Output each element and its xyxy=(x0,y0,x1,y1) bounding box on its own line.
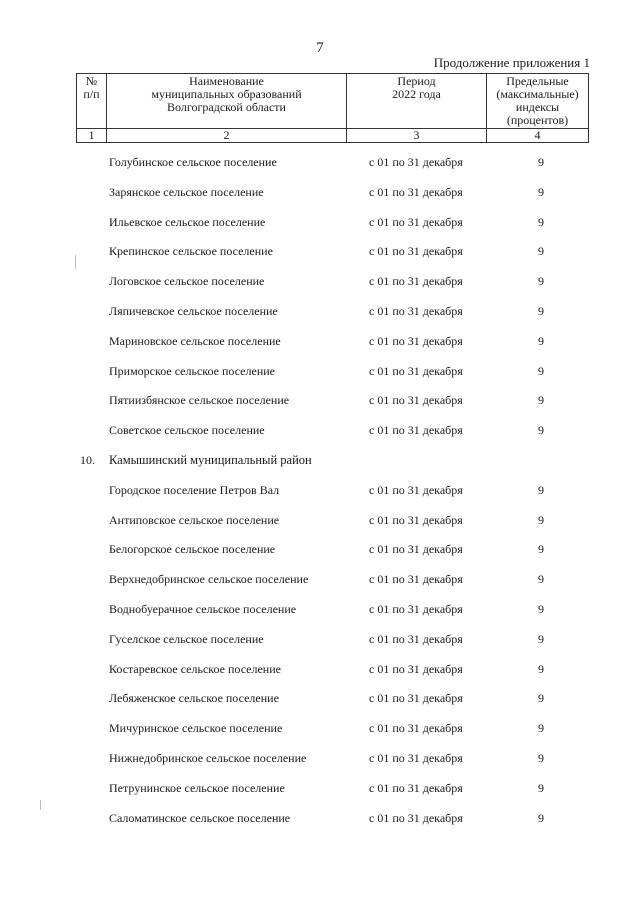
table-row xyxy=(0,626,640,656)
table-group-row xyxy=(0,447,640,477)
row-index: 9 xyxy=(538,184,544,199)
row-period: с 01 по 31 декабря xyxy=(369,721,463,736)
column-number-1: 1 xyxy=(77,129,107,143)
row-period: с 01 по 31 декабря xyxy=(369,631,463,646)
table-row xyxy=(0,775,640,805)
row-period: с 01 по 31 декабря xyxy=(369,691,463,706)
table-row xyxy=(0,715,640,745)
row-period: с 01 по 31 декабря xyxy=(369,423,463,438)
table-row xyxy=(0,745,640,775)
table-row xyxy=(0,566,640,596)
header-name xyxy=(107,74,347,129)
page-number: 7 xyxy=(316,40,324,56)
header-number xyxy=(77,74,107,129)
row-name: Нижнедобринское сельское поселение xyxy=(109,750,307,765)
header-period-text: Период 2022 года xyxy=(392,74,441,101)
column-number-row xyxy=(77,129,589,143)
row-name: Ильевское сельское поселение xyxy=(109,214,266,229)
row-period: с 01 по 31 декабря xyxy=(369,572,463,587)
header-index xyxy=(487,74,589,129)
row-name: Голубинское сельское поселение xyxy=(109,155,277,169)
row-name: Лебяженское сельское поселение xyxy=(109,691,279,706)
row-index: 9 xyxy=(538,363,544,378)
row-index: 9 xyxy=(538,810,544,825)
row-name: Костаревское сельское поселение xyxy=(109,661,281,676)
scan-mark xyxy=(40,800,41,810)
header-name-text: Наименование муниципальных образований Волгоградской области xyxy=(151,74,302,114)
row-period: с 01 по 31 декабря xyxy=(369,363,463,378)
row-name: Мичуринское сельское поселение xyxy=(109,721,283,736)
table-row xyxy=(0,358,640,388)
table-row xyxy=(0,536,640,566)
row-period: с 01 по 31 декабря xyxy=(369,512,463,527)
header-index-text: Предельные (максимальные) индексы (процентов) xyxy=(496,74,579,127)
column-number-4: 4 xyxy=(487,129,589,143)
row-name: Мариновское сельское поселение xyxy=(109,333,281,348)
row-number: 10. xyxy=(80,452,95,467)
row-name: Верхнедобринское сельское поселение xyxy=(109,572,309,587)
row-name: Ляпичевское сельское поселение xyxy=(109,303,278,318)
table-header xyxy=(76,73,589,143)
header-period xyxy=(347,74,487,129)
row-index: 9 xyxy=(538,155,544,169)
row-period: с 01 по 31 декабря xyxy=(369,482,463,497)
row-period: с 01 по 31 декабря xyxy=(369,214,463,229)
table-row xyxy=(0,268,640,298)
row-name: Петрунинское сельское поселение xyxy=(109,780,285,795)
row-index: 9 xyxy=(538,691,544,706)
row-name: Камышинский муниципальный район xyxy=(109,452,312,467)
table-row xyxy=(0,328,640,358)
row-index: 9 xyxy=(538,393,544,408)
table-row xyxy=(0,507,640,537)
row-name: Советское сельское поселение xyxy=(109,423,265,438)
table-row xyxy=(0,298,640,328)
row-period: с 01 по 31 декабря xyxy=(369,244,463,259)
scan-mark xyxy=(75,255,76,269)
table-row xyxy=(0,417,640,447)
table-row xyxy=(0,238,640,268)
row-name: Городское поселение Петров Вал xyxy=(109,482,280,497)
row-index: 9 xyxy=(538,244,544,259)
continuation-label: Продолжение приложения 1 xyxy=(433,55,590,70)
row-index: 9 xyxy=(538,423,544,438)
row-period: с 01 по 31 декабря xyxy=(369,393,463,408)
table-row xyxy=(0,387,640,417)
row-index: 9 xyxy=(538,750,544,765)
header-number-text: № п/п xyxy=(83,74,100,101)
row-index: 9 xyxy=(538,214,544,229)
table-row xyxy=(0,477,640,507)
row-period: с 01 по 31 декабря xyxy=(369,184,463,199)
row-name: Антиповское сельское поселение xyxy=(109,512,280,527)
row-period: с 01 по 31 декабря xyxy=(369,661,463,676)
row-period: с 01 по 31 декабря xyxy=(369,542,463,557)
row-index: 9 xyxy=(538,661,544,676)
row-period: с 01 по 31 декабря xyxy=(369,303,463,318)
row-period: с 01 по 31 декабря xyxy=(369,810,463,825)
row-index: 9 xyxy=(538,601,544,616)
row-index: 9 xyxy=(538,721,544,736)
row-index: 9 xyxy=(538,303,544,318)
row-name: Зарянское сельское поселение xyxy=(109,184,264,199)
row-name: Белогорское сельское поселение xyxy=(109,542,276,557)
row-name: Приморское сельское поселение xyxy=(109,363,275,378)
row-index: 9 xyxy=(538,572,544,587)
row-index: 9 xyxy=(538,542,544,557)
row-index: 9 xyxy=(538,274,544,289)
table-row xyxy=(0,656,640,686)
row-index: 9 xyxy=(538,512,544,527)
row-period: с 01 по 31 декабря xyxy=(369,333,463,348)
table-body xyxy=(0,149,640,834)
header-row xyxy=(77,74,589,129)
table-row xyxy=(0,179,640,209)
table-row xyxy=(0,805,640,835)
table-row xyxy=(0,685,640,715)
row-index: 9 xyxy=(538,333,544,348)
row-name: Логовское сельское поселение xyxy=(109,274,265,289)
row-period: с 01 по 31 декабря xyxy=(369,155,463,169)
row-name: Крепинское сельское поселение xyxy=(109,244,273,259)
row-period: с 01 по 31 декабря xyxy=(369,750,463,765)
row-name: Воднобуерачное сельское поселение xyxy=(109,601,297,616)
row-index: 9 xyxy=(538,631,544,646)
row-period: с 01 по 31 декабря xyxy=(369,780,463,795)
row-name: Гуселское сельское поселение xyxy=(109,631,264,646)
row-name: Пятиизбянское сельское поселение xyxy=(109,393,290,408)
table-row xyxy=(0,149,640,179)
row-period: с 01 по 31 декабря xyxy=(369,601,463,616)
table-row xyxy=(0,209,640,239)
row-index: 9 xyxy=(538,482,544,497)
column-number-2: 2 xyxy=(107,129,347,143)
row-index: 9 xyxy=(538,780,544,795)
table-row xyxy=(0,596,640,626)
row-name: Саломатинское сельское поселение xyxy=(109,810,291,825)
row-period: с 01 по 31 декабря xyxy=(369,274,463,289)
column-number-3: 3 xyxy=(347,129,487,143)
